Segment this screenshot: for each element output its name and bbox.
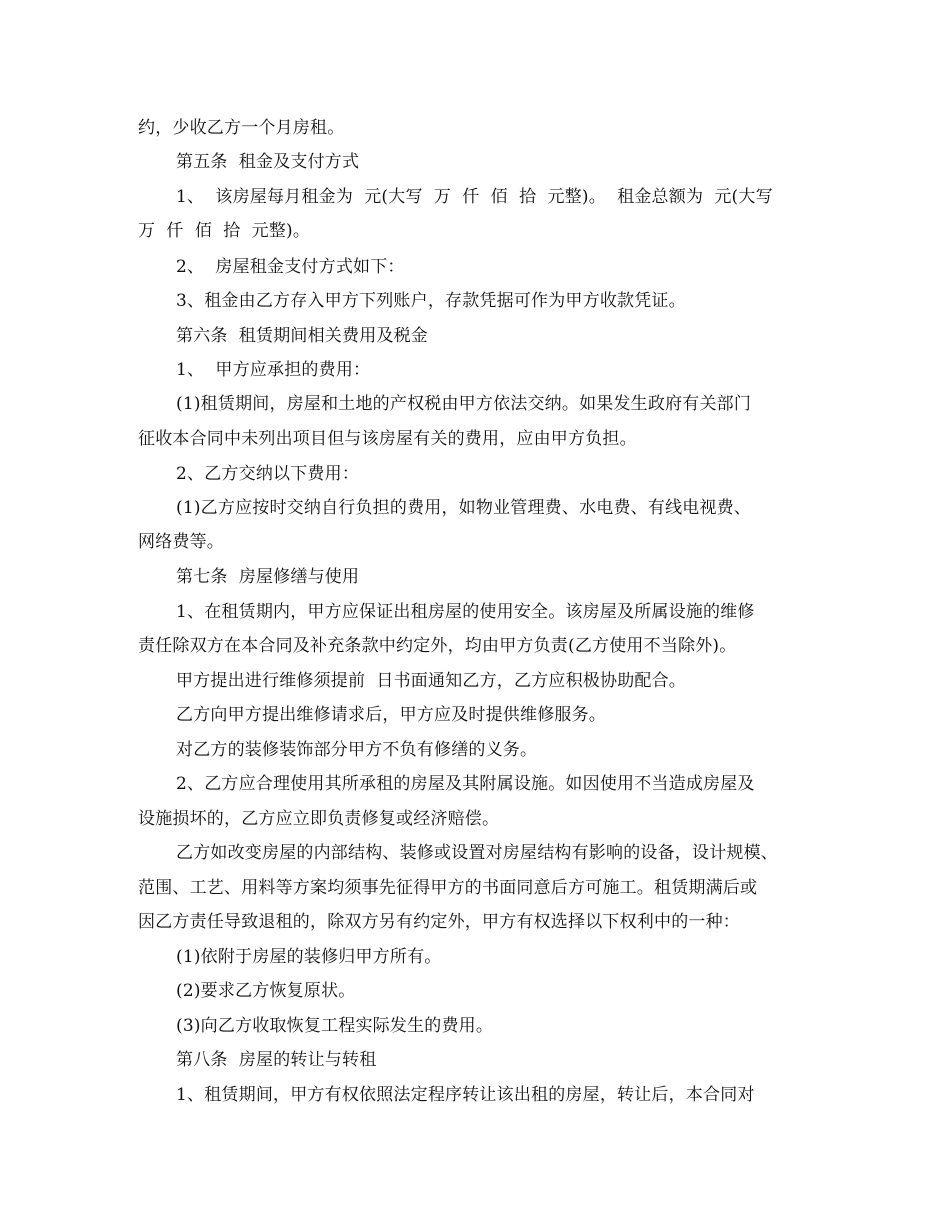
section-heading: 第七条 房屋修缮与使用 (176, 567, 360, 587)
text-line: (1)租赁期间，房屋和土地的产权税由甲方依法交纳。如果发生政府有关部门 (176, 394, 752, 414)
text-line: 设施损坏的，乙方应立即负责修复或经济赔偿。 (138, 809, 500, 829)
text-line: (1)乙方应按时交纳自行负担的费用，如物业管理费、水电费、有线电视费、 (176, 498, 752, 518)
text-line: 3、租金由乙方存入甲方下列账户，存款凭据可作为甲方收款凭证。 (176, 291, 686, 311)
text-line: 1、在租赁期内，甲方应保证出租房屋的使用安全。该房屋及所属设施的维修 (176, 602, 755, 622)
text-line: 1、 该房屋每月租金为 元(大写 万 仟 佰 拾 元整)。 租金总额为 元(大写 (176, 187, 773, 207)
text-line: 2、乙方交纳以下费用： (176, 464, 360, 484)
section-heading: 第八条 房屋的转让与转租 (176, 1050, 377, 1070)
text-line: 范围、工艺、用料等方案均须事先征得甲方的书面同意后方可施工。租赁期满后或 (138, 878, 758, 898)
text-line: 甲方提出进行维修须提前 日书面通知乙方，乙方应积极协助配合。 (176, 671, 687, 691)
text-line: 网络费等。 (138, 532, 224, 552)
text-line: (3)向乙方收取恢复工程实际发生的费用。 (176, 1016, 494, 1036)
text-line: 因乙方责任导致退租的，除双方另有约定外，甲方有权选择以下权利中的一种： (138, 912, 740, 932)
text-line: 征收本合同中未列出项目但与该房屋有关的费用，应由甲方负担。 (138, 429, 637, 449)
text-line: (1)依附于房屋的装修归甲方所有。 (176, 947, 442, 967)
section-heading: 第五条 租金及支付方式 (176, 152, 360, 172)
text-line: 乙方如改变房屋的内部结构、装修或设置对房屋结构有影响的设备，设计规模、 (176, 843, 778, 863)
text-line: 1、租赁期间，甲方有权依照法定程序转让该出租的房屋，转让后，本合同对 (176, 1085, 755, 1105)
text-line: 1、 甲方应承担的费用： (176, 360, 371, 380)
text-line: 约，少收乙方一个月房租。 (138, 118, 345, 138)
text-line: 2、 房屋租金支付方式如下： (176, 257, 405, 277)
text-line: 对乙方的装修装饰部分甲方不负有修缮的义务。 (176, 740, 538, 760)
section-heading: 第六条 租赁期间相关费用及税金 (176, 326, 429, 346)
text-line: 2、乙方应合理使用其所承租的房屋及其附属设施。如因使用不当造成房屋及 (176, 774, 755, 794)
text-line: (2)要求乙方恢复原状。 (176, 981, 356, 1001)
text-line: 乙方向甲方提出维修请求后，甲方应及时提供维修服务。 (176, 705, 606, 725)
text-line: 责任除双方在本合同及补充条款中约定外，均由甲方负责(乙方使用不当除外)。 (138, 636, 737, 656)
text-line: 万 仟 佰 拾 元整)。 (138, 221, 311, 241)
